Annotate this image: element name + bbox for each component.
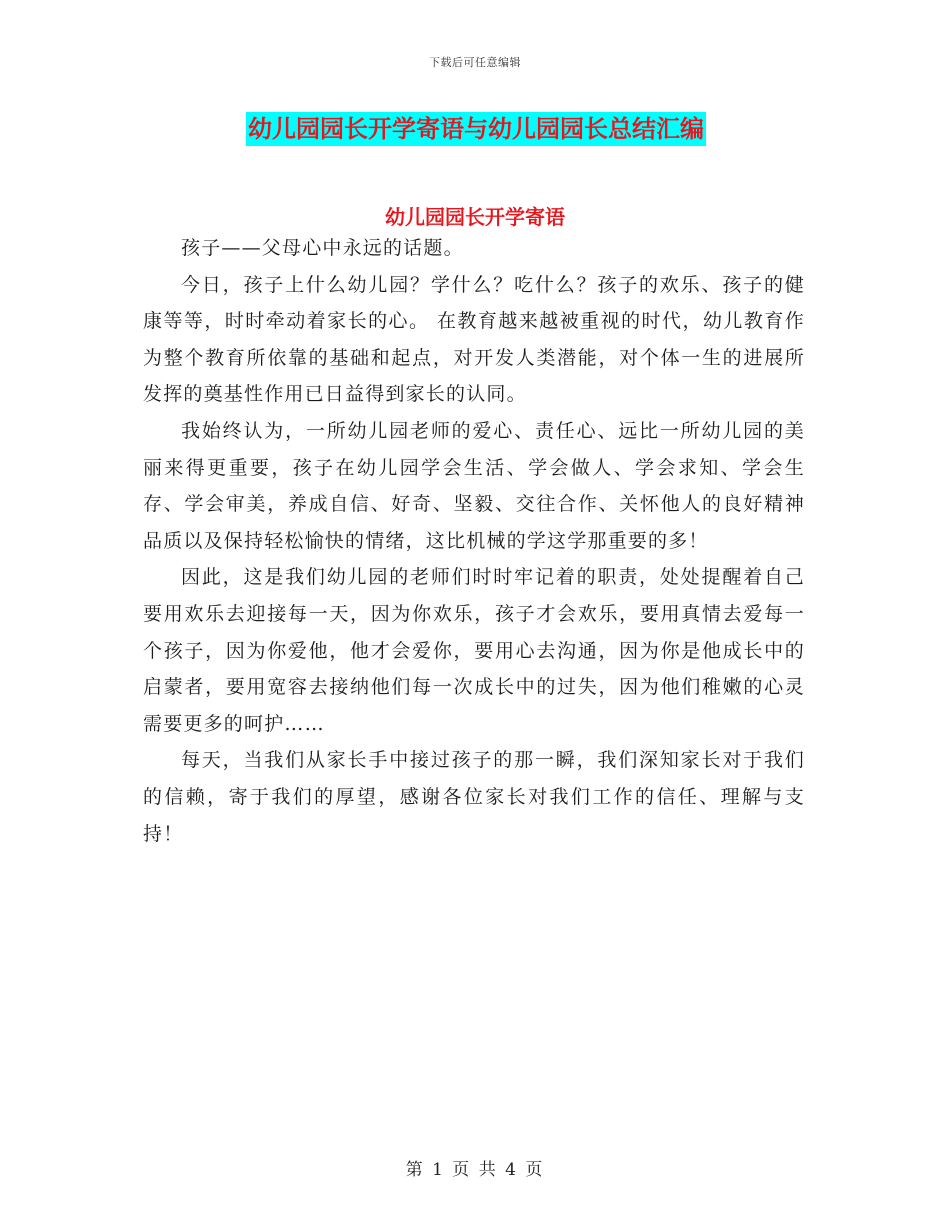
paragraph-1: 孩子——父母心中永远的话题。: [181, 237, 464, 259]
header-note: 下载后可任意编辑: [429, 56, 521, 69]
section-title: 幼儿园园长开学寄语: [385, 205, 565, 229]
paragraph-3: 我始终认为，一所幼儿园老师的爱心、责任心、远比一所幼儿园的美丽来得更重要，孩子在幼儿园学会生活、学会做人、学会求知、学会生存、学会审美，养成自信、好奇、坚毅、交往合作、关怀他人的良好精神品质以及保持轻松愉快的情绪，这比机械的学这学那重要的多！: [143, 419, 805, 552]
document-title: 幼儿园园长开学寄语与幼儿园园长总结汇编: [246, 112, 706, 146]
paragraph-4: 因此，这是我们幼儿园的老师们时时牢记着的职责，处处提醒着自己要用欢乐去迎接每一天，因为你欢乐，孩子才会欢乐，要用真情去爱每一个孩子，因为你爱他，他才会爱你，要用心去沟通，因为你是他成长中的启蒙者，要用宽容去接纳他们每一次成长中的过失，因为他们稚嫩的心灵需要更多的呵护……: [143, 566, 805, 735]
paragraph-5: 每天，当我们从家长手中接过孩子的那一瞬，我们深知家长对于我们的信赖，寄于我们的厚望，感谢各位家长对我们工作的信任、理解与支持！: [143, 749, 805, 845]
page-number-footer: 第 1 页 共 4 页: [405, 1160, 545, 1180]
document-body: [143, 230, 805, 852]
paragraph-2: 今日，孩子上什么幼儿园？学什么？吃什么？孩子的欢乐、孩子的健康等等，时时牵动着家长的心。 在教育越来越被重视的时代，幼儿教育作为整个教育所依靠的基础和起点，对开发人类潜能，对个体一生的进展所发挥的奠基性作用已日益得到家长的认同。: [143, 273, 805, 406]
